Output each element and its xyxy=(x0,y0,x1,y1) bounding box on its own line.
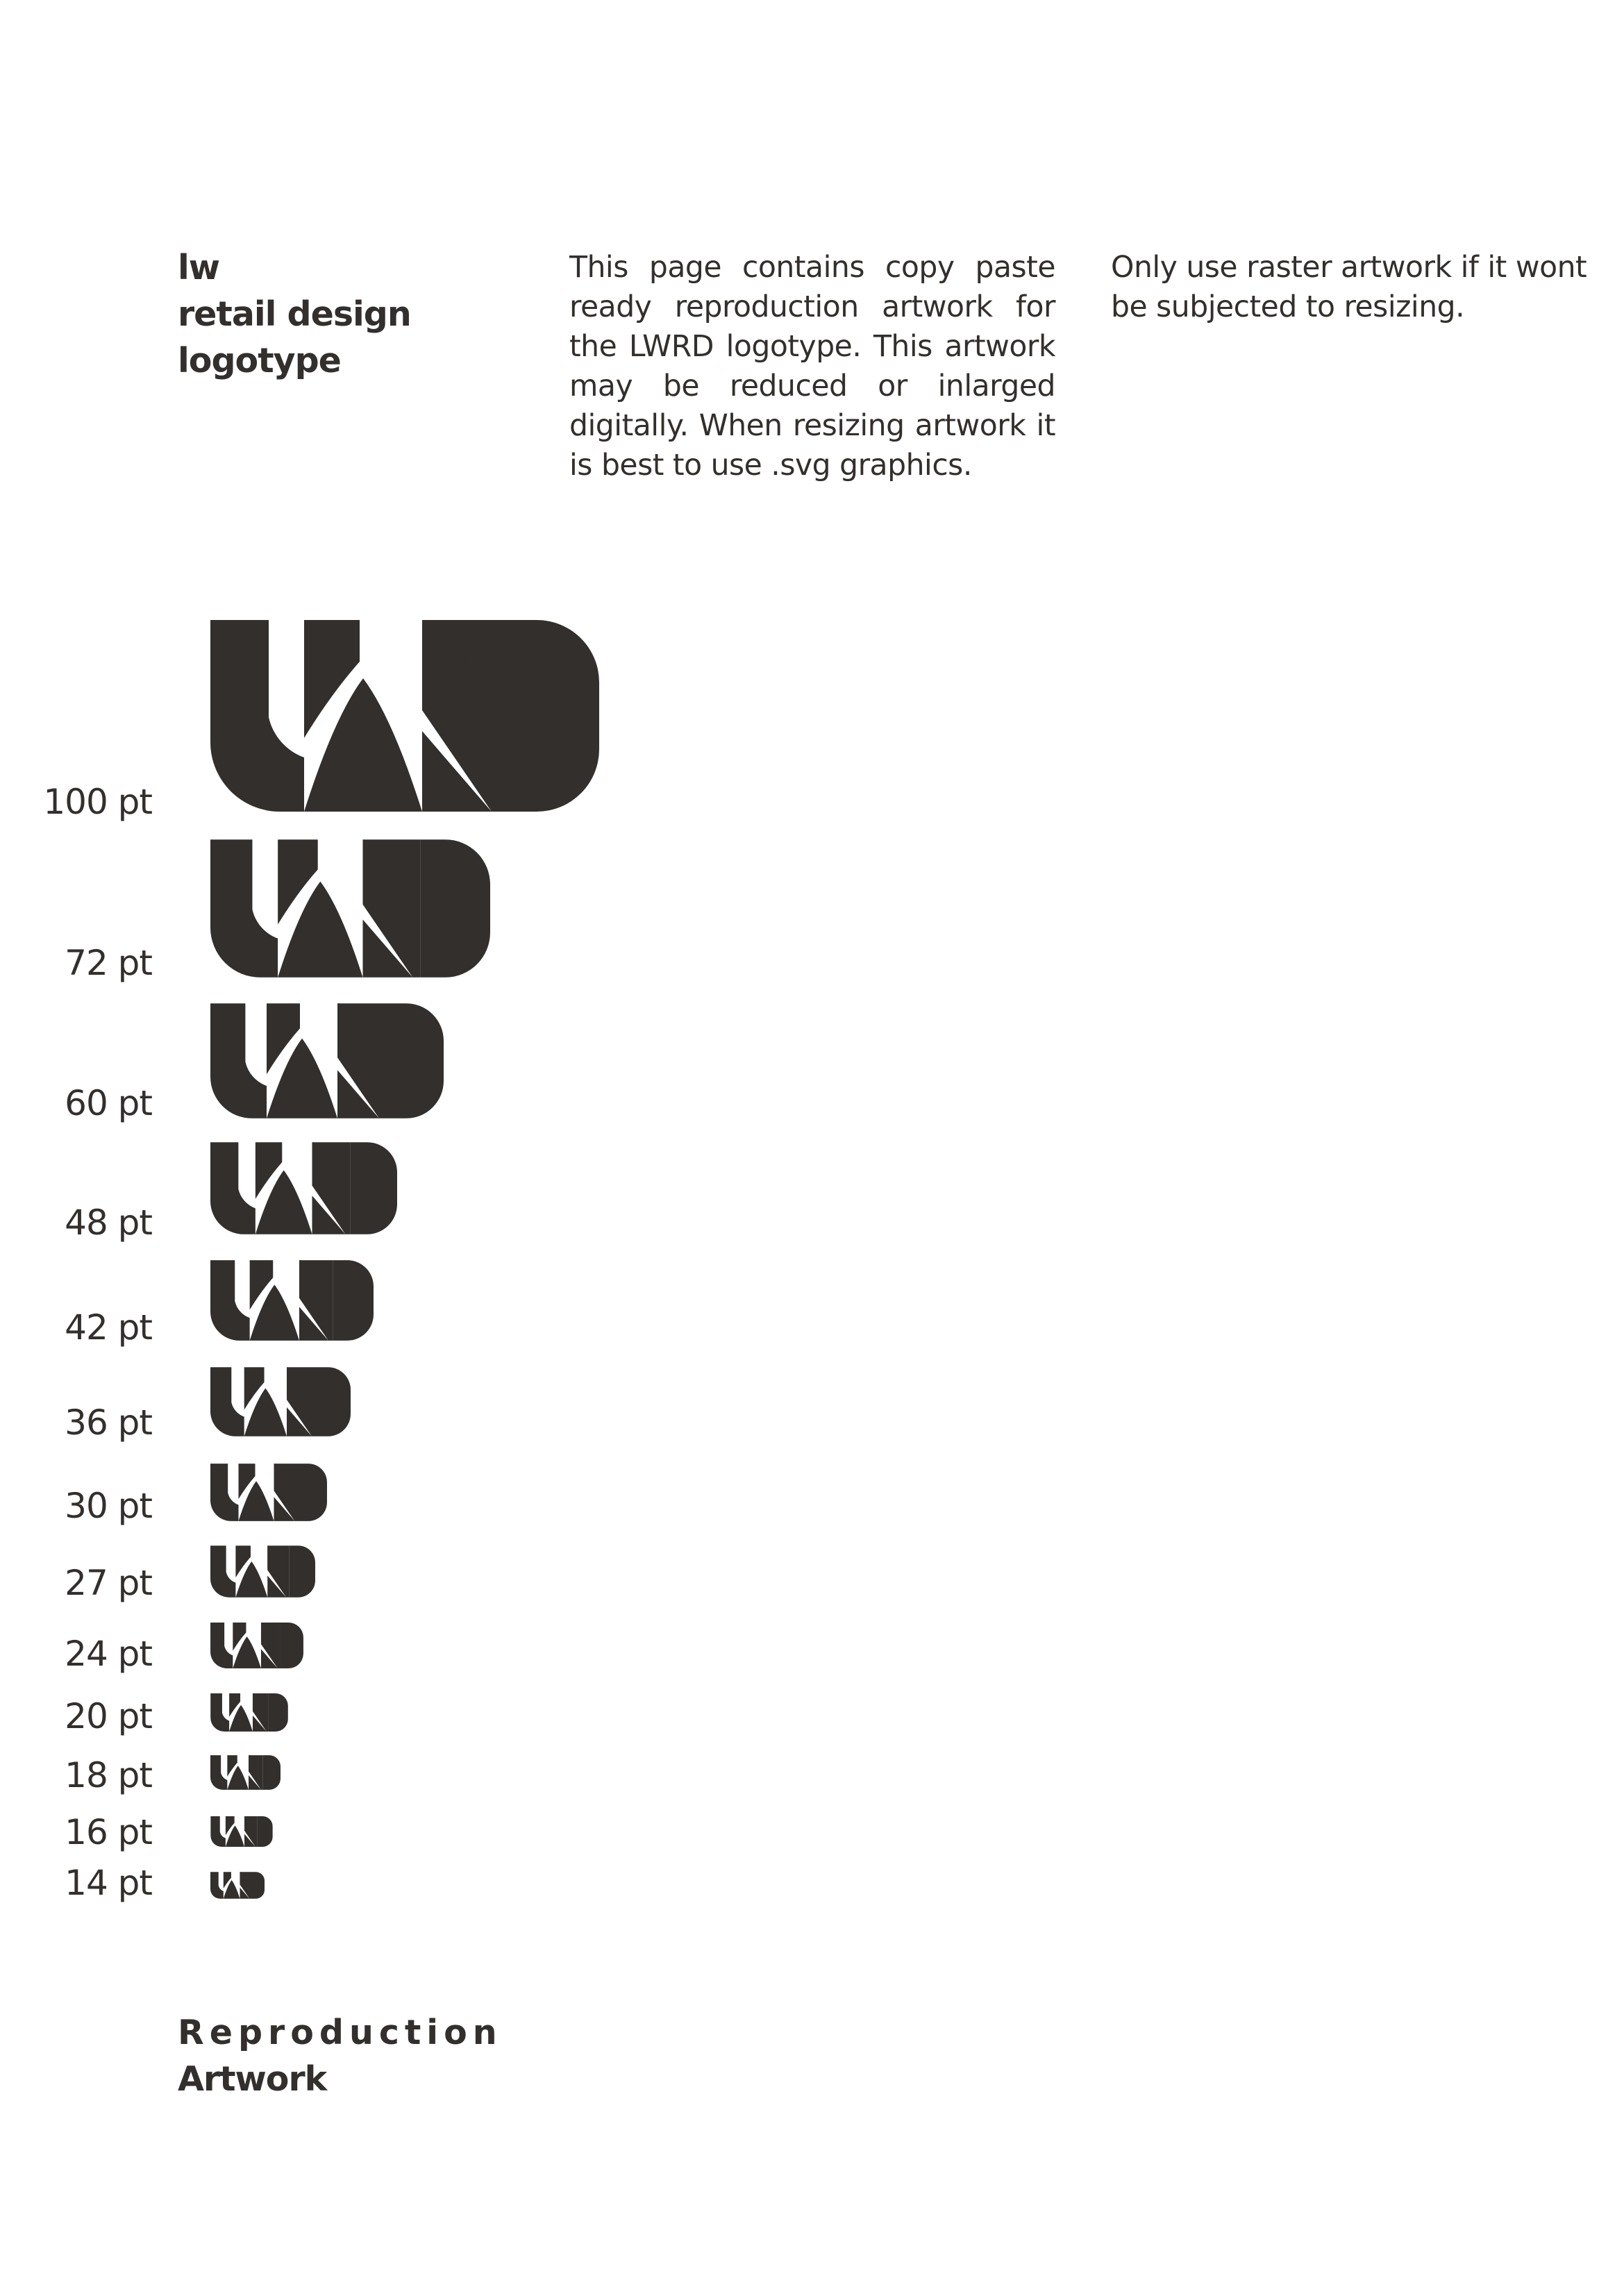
size-label: 48 pt xyxy=(65,1203,152,1243)
size-label: 72 pt xyxy=(65,943,152,983)
lwrd-logotype-icon xyxy=(210,1623,303,1668)
size-label: 16 pt xyxy=(65,1812,152,1852)
lwrd-logotype-icon xyxy=(210,1755,281,1790)
intro-paragraph: This page contains copy paste ready reproduction artwork for the LWRD logotype. This artwork may be reduced or inlarged digitally. When resizing artwork it is best to use .svg graphics. xyxy=(569,251,1055,483)
size-label: 14 pt xyxy=(65,1863,152,1903)
lwrd-logotype-icon xyxy=(210,1545,315,1598)
size-label: 100 pt xyxy=(43,782,152,822)
lwrd-logotype-icon xyxy=(210,1003,444,1118)
brand-title-line: retail design xyxy=(178,294,411,334)
size-label: 20 pt xyxy=(65,1696,152,1736)
footer-title xyxy=(178,2009,503,2102)
size-label: 42 pt xyxy=(65,1307,152,1348)
lwrd-logotype-icon xyxy=(210,620,599,812)
lwrd-logotype-icon xyxy=(210,1260,374,1341)
lwrd-logotype-icon xyxy=(210,1464,327,1521)
brand-title-line: lw xyxy=(178,248,220,287)
size-label: 60 pt xyxy=(65,1083,152,1123)
lwrd-logotype-icon xyxy=(210,1367,351,1436)
lwrd-logotype-icon xyxy=(210,1872,265,1899)
size-label: 36 pt xyxy=(65,1402,152,1443)
brand-title xyxy=(178,244,411,384)
lwrd-logotype-icon xyxy=(210,1693,288,1732)
size-label: 24 pt xyxy=(65,1634,152,1674)
size-label: 27 pt xyxy=(65,1563,152,1603)
brand-title-line: logotype xyxy=(178,341,341,380)
raster-note-paragraph: Only use raster artwork if it wont be subjected to resizing. xyxy=(1111,251,1587,324)
lwrd-logotype-icon xyxy=(210,1142,397,1234)
footer-title-line: Artwork xyxy=(178,2059,327,2099)
lwrd-logotype-icon xyxy=(210,839,490,978)
size-label: 18 pt xyxy=(65,1755,152,1795)
lwrd-logotype-icon xyxy=(210,1816,273,1847)
size-label: 30 pt xyxy=(65,1486,152,1526)
footer-title-line: Reproduction xyxy=(178,2013,503,2052)
